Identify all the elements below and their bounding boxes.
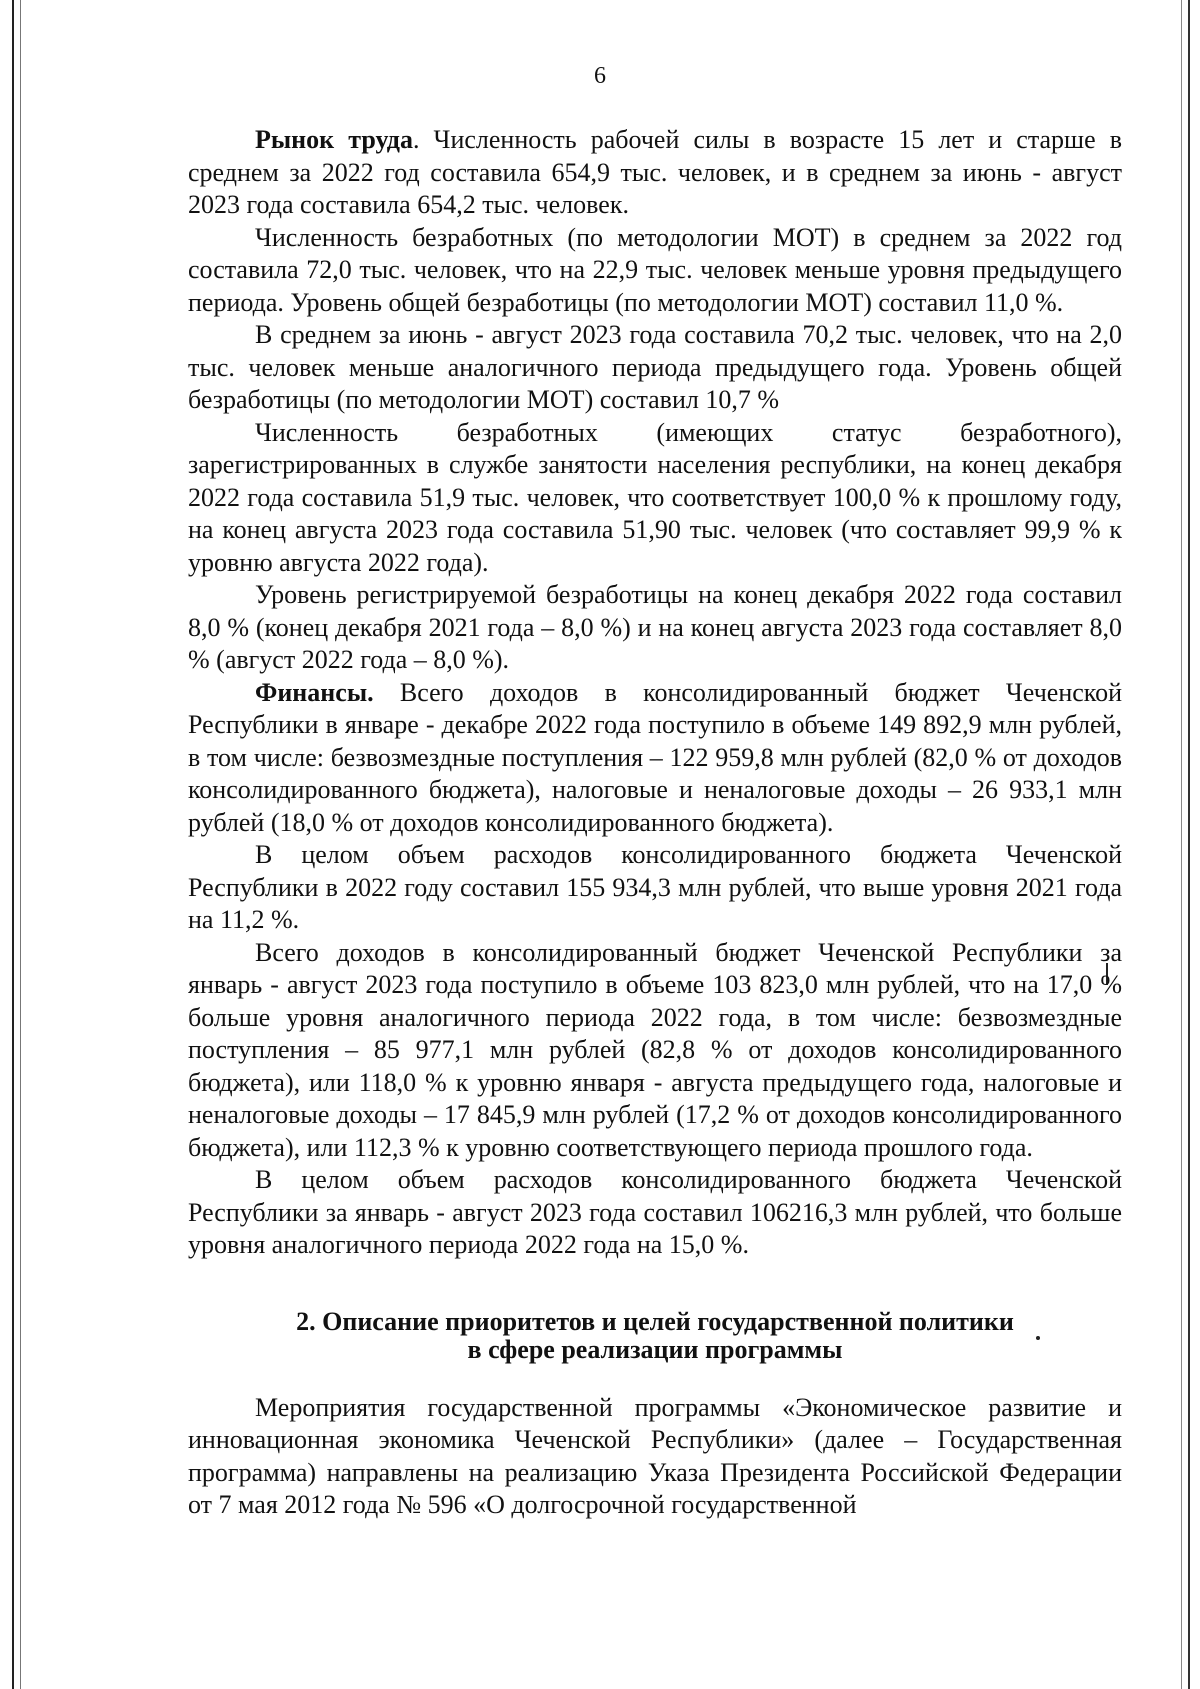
paragraph-finance-revenue-2023: Всего доходов в консолидированный бюджет Чеченской Республики за январь - август 2023 года поступило в объеме 103 823,0 млн рублей, что на 17,0 % больше уровня аналогичного периода 2022 года, в том числе: безвозмездные поступления – 85 977,1 млн рублей (82,8 % от доходов консолидированного бюджета), или 118,0 % к уровню января - августа предыдущего года, налоговые и неналоговые доходы – 17 845,9 млн рублей (17,2 % от доходов консолидированного бюджета), или 112,3 % к уровню соответствующего периода прошлого года. <box>188 937 1122 1162</box>
paragraph-registered-unemployed: Численность безработных (имеющих статус безработного), зарегистрированных в службе занятости населения республики, на конец декабря 2022 года составила 51,9 тыс. человек, что соответствует 100,0 % к прошлому году, на конец августа 2023 года составила 51,90 тыс. человек (что составляет 99,9 % к уровню августа 2022 года). <box>188 417 1122 577</box>
page-number: 6 <box>594 63 606 89</box>
paragraph-labor-force <box>188 124 1122 222</box>
heading-line-2: в сфере реализации программы <box>467 1334 843 1364</box>
scan-left-border <box>12 0 14 1689</box>
document-body <box>188 124 1122 1522</box>
paragraph-finance-expenses-2023: В целом объем расходов консолидированного бюджета Чеченской Республики за январь - август 2023 года составил 106216,3 млн рублей, что больше уровня аналогичного периода 2022 года на 15,0 %. <box>188 1165 1122 1259</box>
paragraph-registered-rate: Уровень регистрируемой безработицы на конец декабря 2022 года составил 8,0 % (конец декабря 2021 года – 8,0 %) и на конец августа 2023 года составляет 8,0 % (август 2022 года – 8,0 %). <box>188 580 1122 674</box>
paragraph-text: Всего доходов в консолидированный бюджет Чеченской Республики в январе - декабре 2022 года поступило в объеме 149 892,9 млн рублей, в том числе: безвозмездные поступления – 122 959,8 млн рублей (82,0 % от доходов консолидированного бюджета), налоговые и неналоговые доходы – 26 933,1 млн рублей (18,0 % от доходов консолидированного бюджета). <box>188 677 1122 837</box>
section-lead-finance: Финансы. <box>255 677 374 707</box>
paragraph-text: . Численность рабочей силы в возрасте 15 лет и старше в среднем за 2022 год составила 654,9 тыс. человек, и в среднем за июнь - август 2023 года составила 654,2 тыс. человек. <box>188 125 1122 219</box>
paragraph-finance-revenue-2022 <box>188 677 1122 840</box>
paragraph-program: Мероприятия государственной программы «Экономическое развитие и инновационная экономика Чеченской Республики» (далее – Государственная программа) направлены на реализацию Указа Президента Российской Федерации от 7 мая 2012 года № 596 «О долгосрочной государственной <box>188 1392 1122 1519</box>
scan-right-border-inner <box>1181 0 1182 1689</box>
section-heading <box>188 1308 1122 1364</box>
paragraph-finance-expenses-2022: В целом объем расходов консолидированного бюджета Чеченской Республики в 2022 году составил 155 934,3 млн рублей, что выше уровня 2021 года на 11,2 %. <box>188 840 1122 934</box>
section-lead-labor: Рынок труда <box>255 125 413 154</box>
heading-line-1: 2. Описание приоритетов и целей государственной политики <box>296 1306 1014 1336</box>
paragraph-unemployed-2023: В среднем за июнь - август 2023 года составила 70,2 тыс. человек, что на 2,0 тыс. человек меньше аналогичного периода предыдущего года. Уровень общей безработицы (по методологии МОТ) составил 10,7 % <box>188 320 1122 414</box>
paragraph-unemployed-2022: Численность безработных (по методологии МОТ) в среднем за 2022 год составила 72,0 тыс. человек, что на 22,9 тыс. человек меньше уровня предыдущего периода. Уровень общей безработицы (по методологии МОТ) составил 11,0 %. <box>188 222 1122 317</box>
scan-left-border-inner <box>20 0 21 1689</box>
scan-right-border <box>1188 0 1190 1689</box>
